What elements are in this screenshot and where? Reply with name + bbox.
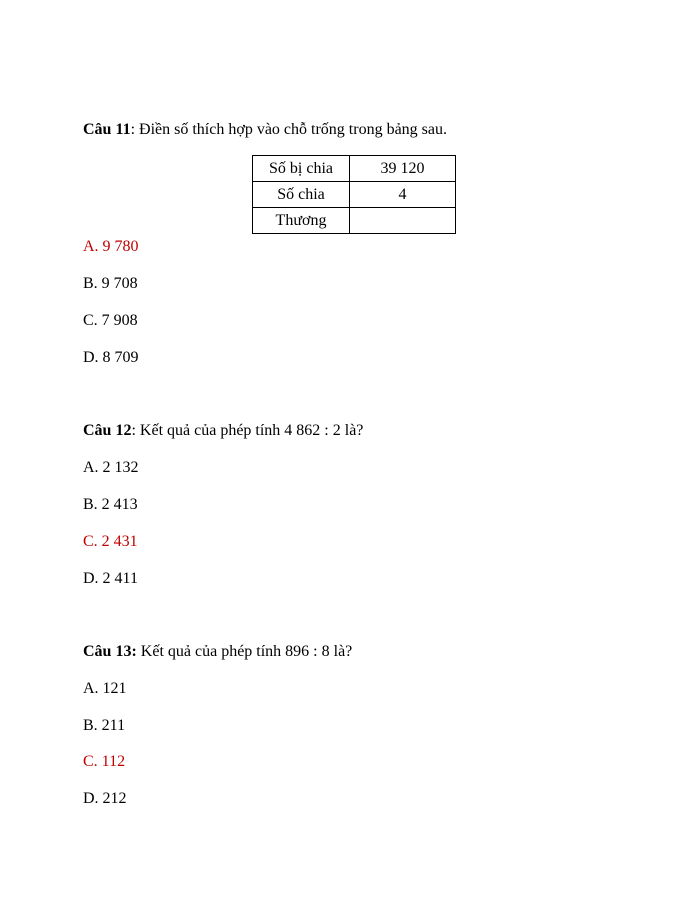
division-table	[252, 155, 456, 234]
answer-option: B. 2 413	[83, 496, 138, 513]
question-label: Câu 11	[83, 121, 131, 138]
table-cell: Thương	[253, 208, 350, 234]
table-row	[253, 182, 456, 208]
question-11-title	[83, 120, 447, 140]
question-12-title	[83, 421, 363, 441]
answer-option: C. 112	[83, 753, 126, 770]
question-label: Câu 13:	[83, 643, 137, 660]
answer-option: C. 2 431	[83, 533, 138, 550]
answer-option: A. 2 132	[83, 459, 139, 476]
question-text: Kết quả của phép tính 896 : 8 là?	[140, 643, 353, 660]
question-label-suffix: :	[130, 121, 140, 138]
table-cell-blank	[350, 208, 456, 234]
answer-option: A. 121	[83, 680, 127, 697]
question-text: Điền số thích hợp vào chỗ trống trong bảng sau.	[139, 121, 447, 138]
answer-option: D. 8 709	[83, 349, 139, 366]
table-cell: 4	[350, 182, 456, 208]
table-row	[253, 208, 456, 234]
question-label: Câu 12	[83, 422, 132, 439]
question-text: Kết quả của phép tính 4 862 : 2 là?	[139, 422, 364, 439]
table-cell: Số bị chia	[253, 156, 350, 182]
answer-option: B. 9 708	[83, 275, 138, 292]
answer-option: D. 212	[83, 790, 127, 807]
answer-option: A. 9 780	[83, 238, 139, 255]
table-row	[253, 156, 456, 182]
answer-option: D. 2 411	[83, 570, 138, 587]
table-cell: 39 120	[350, 156, 456, 182]
answer-option: B. 211	[83, 717, 126, 734]
question-13-title	[83, 642, 352, 662]
answer-option: C. 7 908	[83, 312, 138, 329]
table-cell: Số chia	[253, 182, 350, 208]
question-label-suffix: :	[131, 422, 140, 439]
